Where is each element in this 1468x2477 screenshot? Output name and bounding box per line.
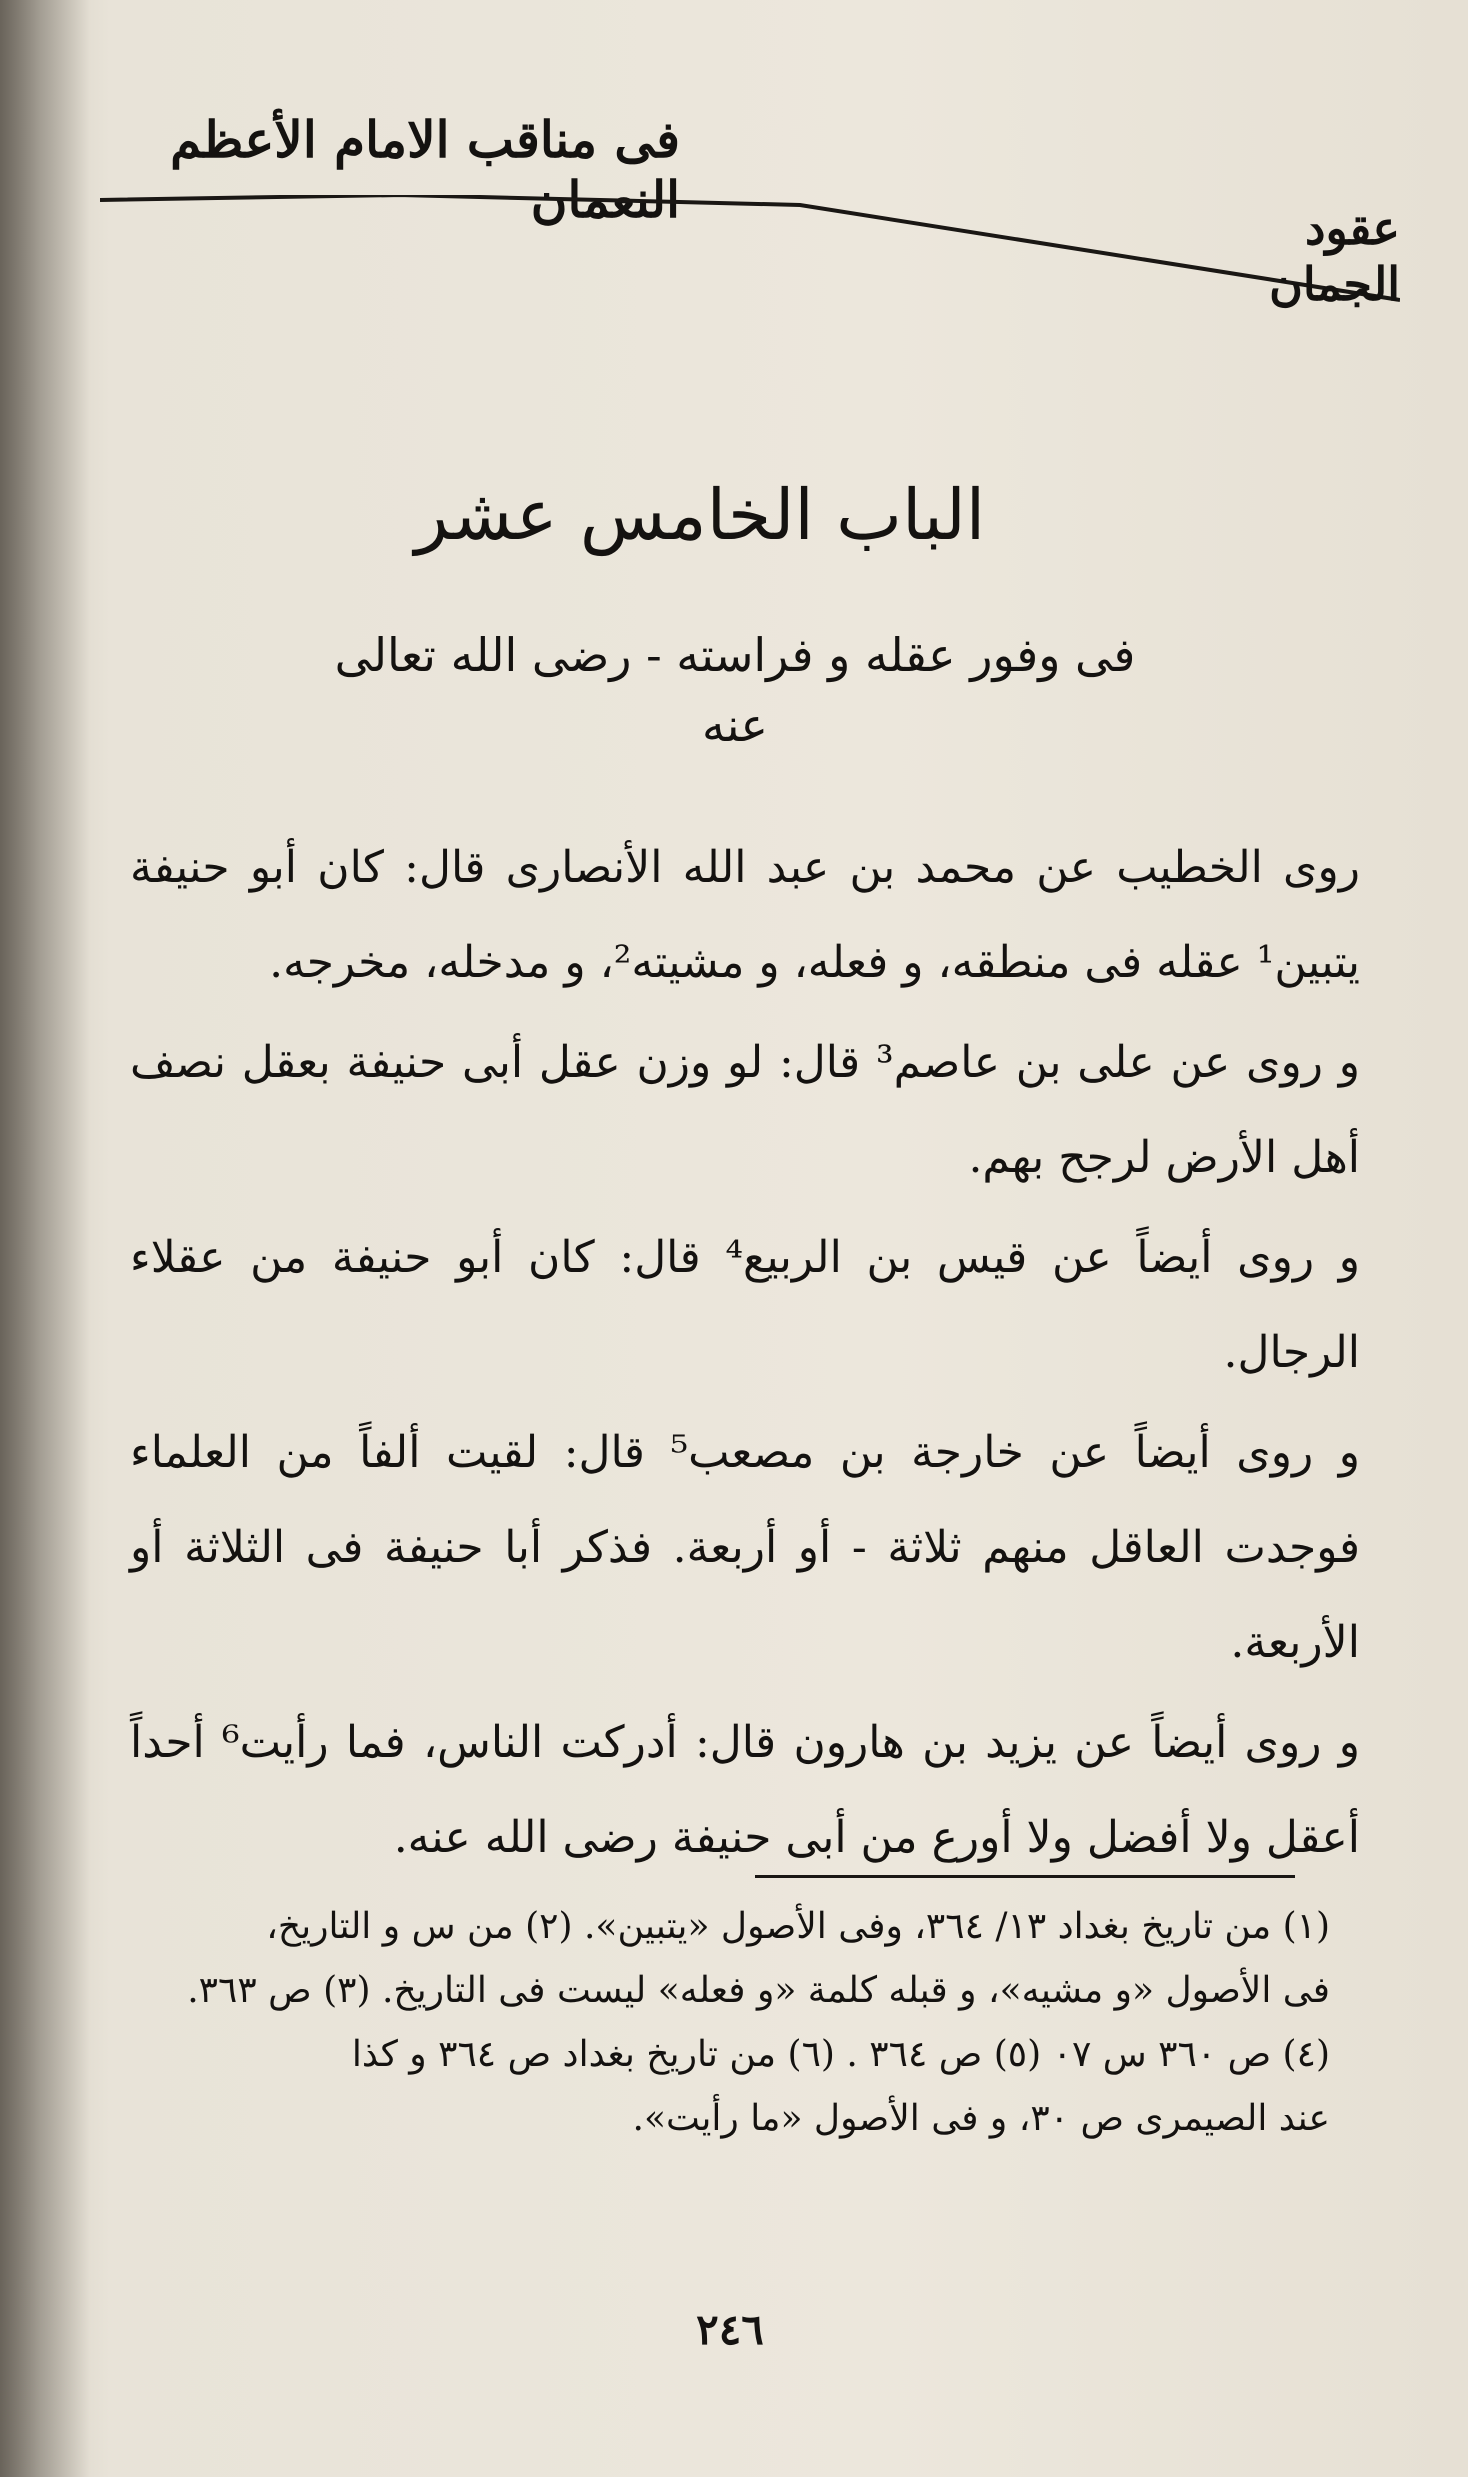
paragraph: و روى عن على بن عاصم³ قال: لو وزن عقل أبى حنيفة بعقل نصف أهل الأرض لرجح بهم. (130, 1037, 1361, 1183)
chapter-subtitle: فى وفور عقله و فراسته - رضى الله تعالى عنه (334, 628, 1136, 752)
binding-shadow (0, 0, 90, 2477)
paragraph: و روى أيضاً عن خارجة بن مصعب⁵ قال: لقيت ألفاً من العلماء فوجدت العاقل منهم ثلاثة - أو أربعة. فذكر أبا حنيفة فى الثلاثة أو الأربعة. (130, 1427, 1361, 1668)
footnote-line: عند الصيمرى ص ٣٠، و فى الأصول «ما رأيت». (632, 2098, 1330, 2139)
page-number: ٢٤٦ (696, 2305, 764, 2354)
running-title: فى مناقب الامام الأعظم النعمان (170, 110, 680, 229)
book-title: عقود الجمان (1269, 201, 1400, 311)
paragraph: و روى أيضاً عن قيس بن الربيع⁴ قال: كان أبو حنيفة من عقلاء الرجال. (130, 1232, 1360, 1378)
footnotes (130, 1895, 1330, 2151)
paragraph: و روى أيضاً عن يزيد بن هارون قال: أدركت الناس، فما رأيت⁶ أحداً أعقل ولا أفضل ولا أورع من أبى حنيفة رضى الله عنه. (130, 1717, 1360, 1863)
footnote-line: فى الأصول «و مشيه»، و قبله كلمة «و فعله» ليست فى التاريخ. (٣) ص ٣٦٣. (187, 1970, 1330, 2011)
paragraph: روى الخطيب عن محمد بن عبد الله الأنصارى قال: كان أبو حنيفة يتبين¹ عقله فى منطقه، و فعله، و مشيته²، و مدخله، مخرجه. (130, 842, 1360, 988)
body-text (130, 820, 1360, 1890)
footnote-line: (١) من تاريخ بغداد ١٣/ ٣٦٤، وفى الأصول «يتبين». (٢) من س و التاريخ، (266, 1906, 1330, 1947)
chapter-title: الباب الخامس عشر (414, 474, 986, 556)
footnote-divider (755, 1875, 1295, 1878)
footnote-line: (٤) ص ٣٦٠ س ٠٧ (٥) ص ٣٦٤ . (٦) من تاريخ بغداد ص ٣٦٤ و كذا (351, 2034, 1330, 2075)
